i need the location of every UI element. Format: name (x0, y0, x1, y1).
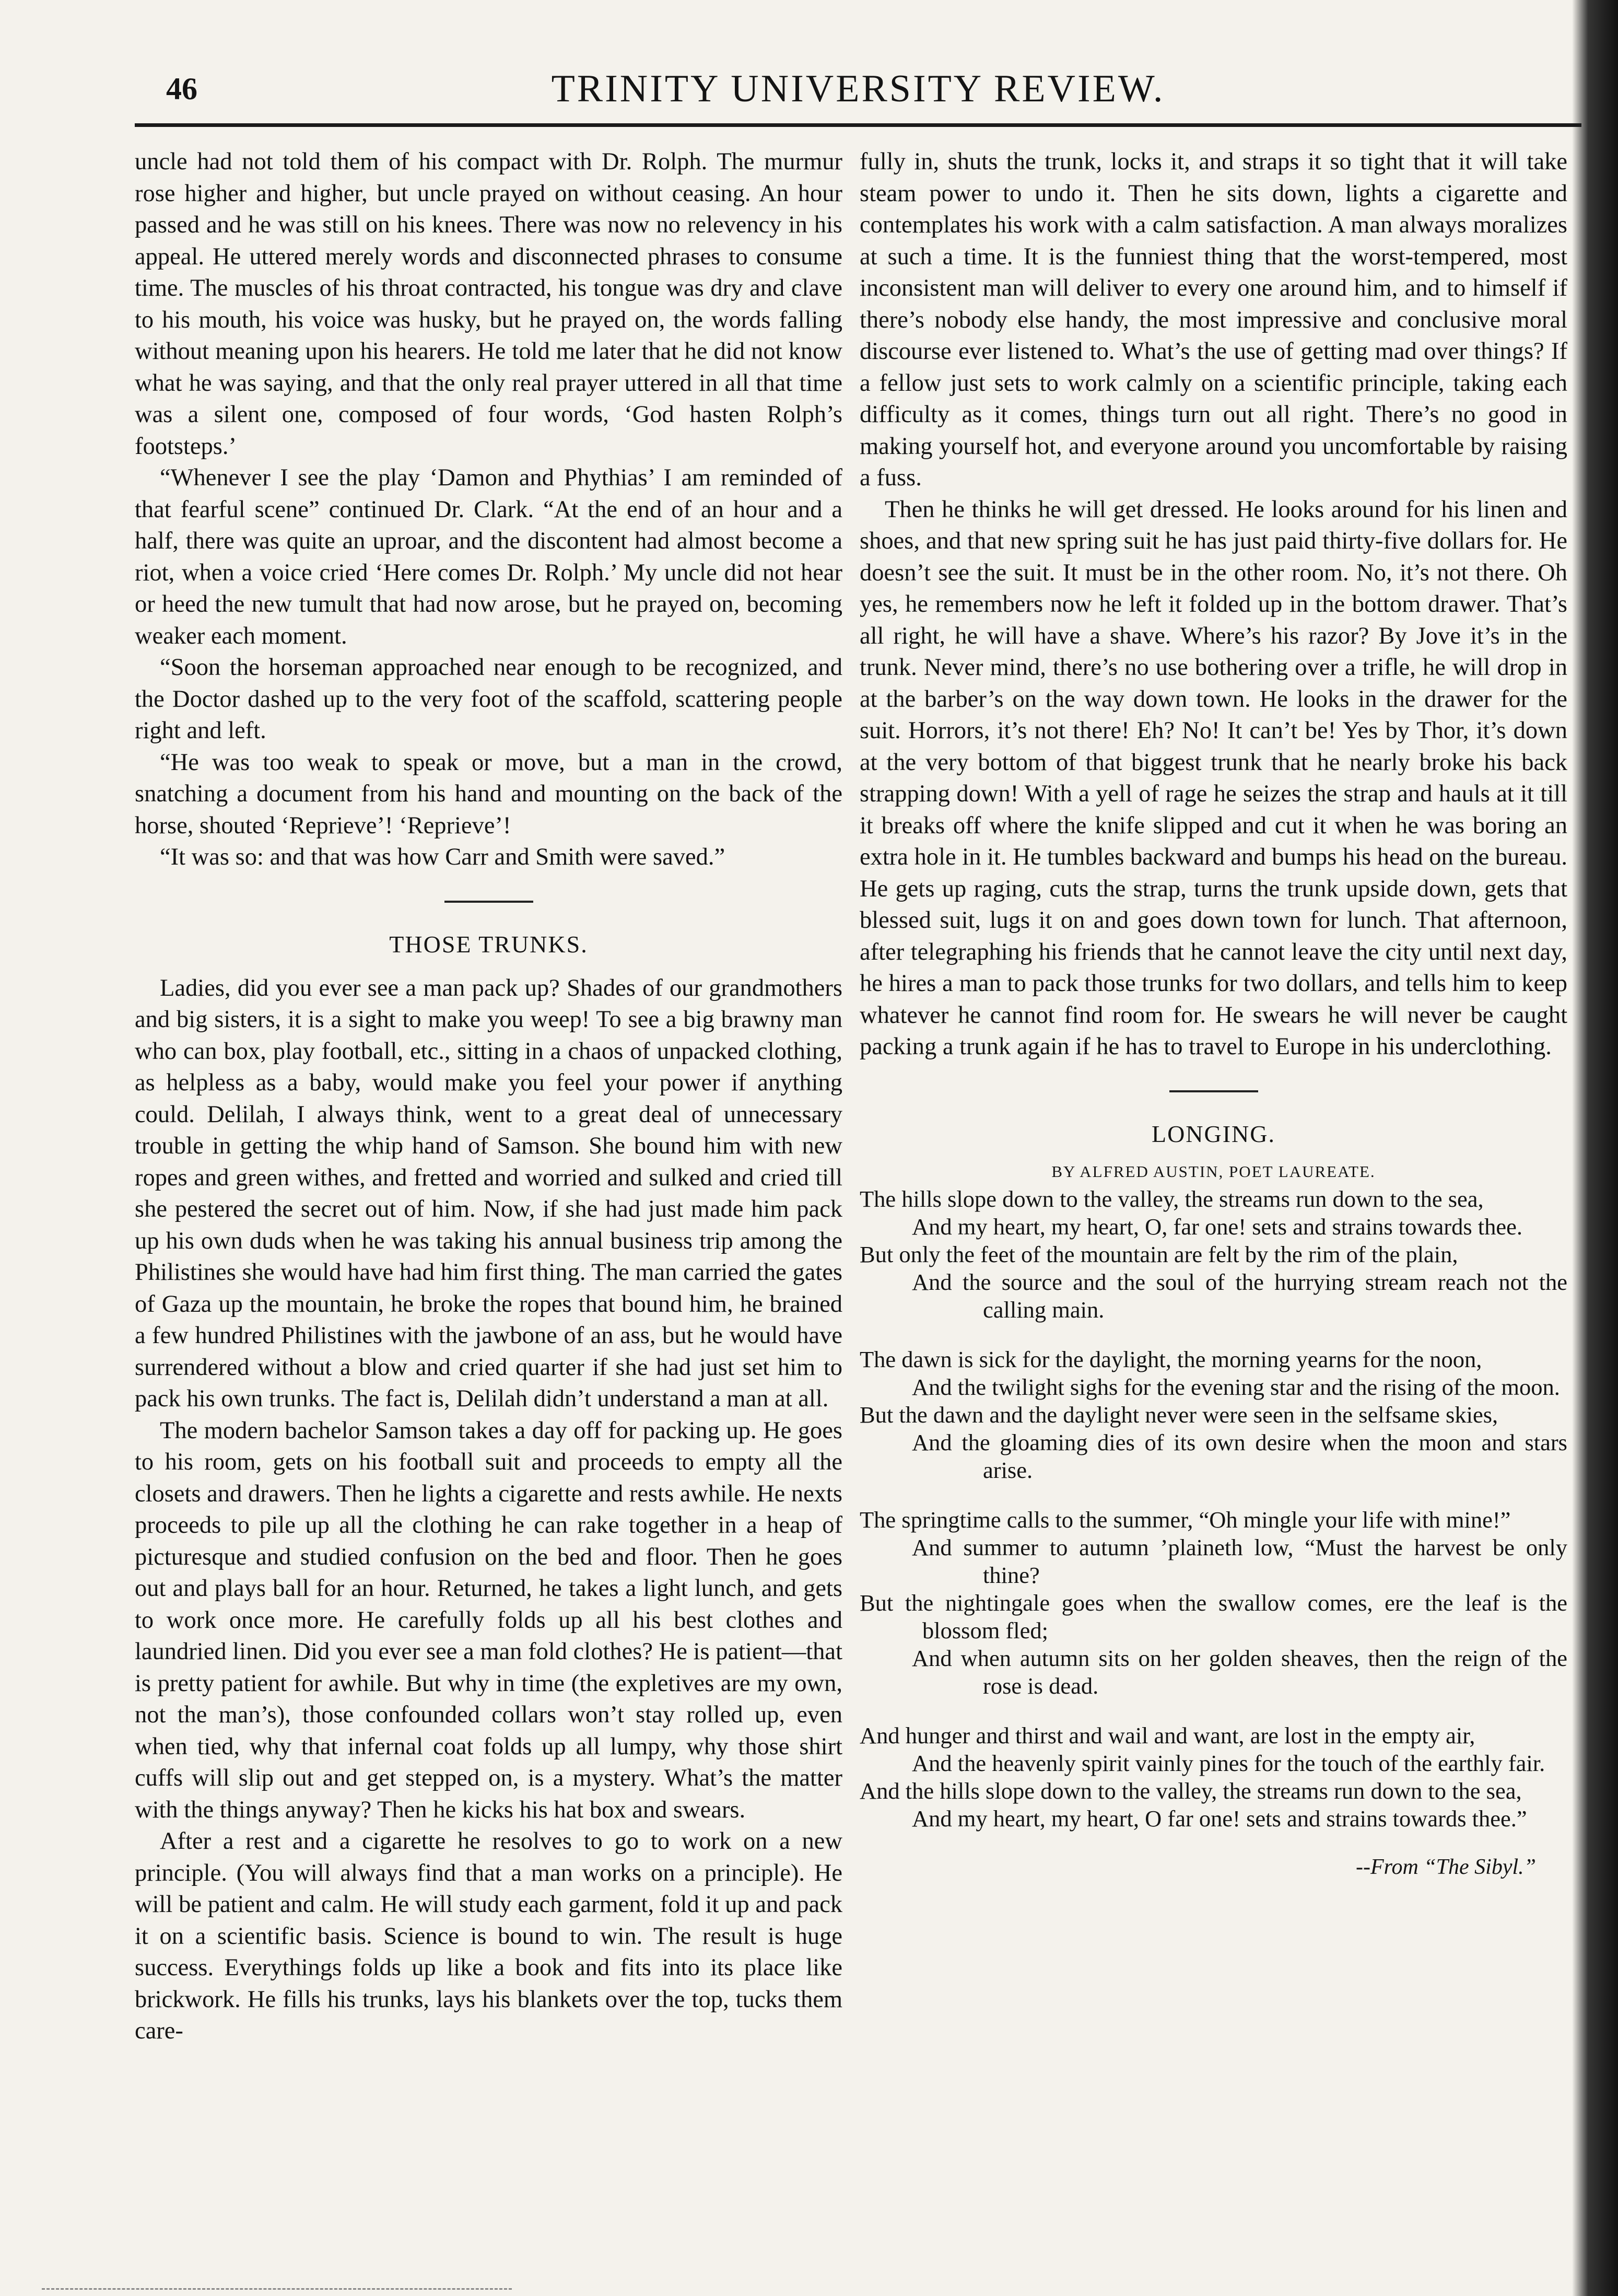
trunks-continuation-paragraph: fully in, shuts the trunk, locks it, and straps it so tight that it will take steam power to undo it. Then he sits down, lights a cigarette and contemplates his work with a calm satisfaction. A man always moralizes at such a time. It is the funniest thing that the worst-tempered, most inconsistent man will deliver to every one around him, and to himself if there’s nobody else handy, the most impressive and conclusive moral discourse ever listened to. What’s the use of getting mad over things? If a fellow just sets to work calmly on a scientific principle, taking each difficulty as it comes, things turn out all right. There’s no good in making yourself hot, and everyone around you uncomfortable by raising a fuss. (860, 148, 1567, 491)
poem-stanza (860, 1506, 1567, 1700)
poem-verse: And the heavenly spirit vainly pines for the touch of the earthly fair. (912, 1750, 1545, 1776)
story-continuation-paragraph: “It was so: and that was how Carr and Smith were saved.” (160, 844, 725, 870)
story-continuation-paragraph: uncle had not told them of his compact with Dr. Rolph. The murmur rose higher and higher, but uncle prayed on without ceasing. An hour passed and he was still on his knees. There was now no relevency in his appeal. He uttered merely words and disconnected phrases to consume time. The muscles of his throat contracted, his tongue was dry and clave to his mouth, his voice was husky, but he prayed on, the words falling without meaning upon his hearers. He told me later that he did not know what he was saying, and that the only real prayer uttered in all that time was a silent one, composed of four words, ‘God hasten Rolph’s footsteps.’ (135, 148, 842, 460)
poem-verse: And the gloaming dies of its own desire when the moon and stars arise. (912, 1429, 1567, 1483)
left-column (135, 146, 842, 2047)
trunks-paragraph: The modern bachelor Samson takes a day off for packing up. He goes to his room, gets on his football suit and proceeds to empty all the closets and drawers. Then he lights a cigarette and rests awhile. He nexts proceeds to pile up all the clothing he can rake together in a heap of picturesque and studied confusion on the bed and floor. Then he goes out and plays ball for an hour. Returned, he takes a light lunch, and gets to work once more. He carefully folds up all his best clothes and laundried linen. Did you ever see a man fold clothes? He is patient—that is pretty patient for awhile. But why in time (the expletives are my own, not the man’s), those confounded collars won’t stay rolled up, even when tied, why that infernal coat folds up all lumpy, why those shirt cuffs will slip out and get stepped on, is a mystery. What’s the matter with the things anyway? Then he kicks his hat box and swears. (135, 1417, 842, 1823)
story-continuation-paragraph: “Whenever I see the play ‘Damon and Phythias’ I am reminded of that fearful scene” continued Dr. Clark. “At the end of an hour and a half, there was quite an uproar, and the discontent had almost become a riot, when a voice cried ‘Here comes Dr. Rolph.’ My uncle did not hear or heed the new tumult that had now arose, but he prayed on, becoming weaker each moment. (135, 464, 842, 649)
poem-verse: And the hills slope down to the valley, the streams run down to the sea, (860, 1777, 1522, 1804)
poem-verse: But the dawn and the daylight never were seen in the selfsame skies, (860, 1401, 1498, 1428)
trunks-paragraph: Ladies, did you ever see a man pack up? Shades of our grandmothers and big sisters, it is a sight to make you weep! To see a big brawny man who can box, play football, etc., sitting in a chaos of unpacked clothing, as helpless as a baby, would make you feel your power if anything could. Delilah, I always think, went to a great deal of unnecessary trouble in getting the whip hand of Samson. She bound him with new ropes and green withes, and fretted and worried and sulked and cried till she pestered the secret out of him. Now, if she had just made him pack up his own duds when he was taking his annual business trip among the Philistines she would have had him first thing. The man carried the gates of Gaza up the mountain, he broke the ropes that bound him, he brained a few hundred Philistines with the jawbone of an ass, but he would have surrendered without a blow and cried quarter if she had just set him to pack his own trunks. The fact is, Delilah didn’t understand a man at all. (135, 974, 842, 1412)
right-column (860, 146, 1567, 1880)
poem-verse: And summer to autumn ’plaineth low, “Must the harvest be only thine? (912, 1534, 1567, 1588)
poem-byline: BY ALFRED AUSTIN, POET LAUREATE. (1051, 1162, 1376, 1181)
poem-body (860, 1185, 1567, 1833)
poem-verse: And the source and the soul of the hurrying stream reach not the calling main. (912, 1268, 1567, 1323)
poem-verse: The hills slope down to the valley, the streams run down to the sea, (860, 1185, 1484, 1212)
section-separator (444, 901, 533, 903)
poem-attribution: --From “The Sibyl.” (1356, 1855, 1536, 1879)
running-title: TRINITY UNIVERSITY REVIEW. (551, 67, 1165, 110)
story-continuation-paragraph: “Soon the horseman approached near enough to be recognized, and the Doctor dashed up to the very foot of the scaffold, scattering people right and left. (135, 654, 842, 744)
trunks-article-title: THOSE TRUNKS. (389, 930, 588, 958)
binding-edge-shadow (1572, 0, 1618, 2296)
header-rule (135, 123, 1581, 127)
section-separator (1169, 1090, 1258, 1092)
poem-verse: And the twilight sighs for the evening star and the rising of the moon. (912, 1373, 1560, 1400)
story-continuation-paragraph: “He was too weak to speak or move, but a man in the crowd, snatching a document from his hand and mounting on the back of the horse, shouted ‘Reprieve’! ‘Reprieve’! (135, 749, 842, 839)
poem-stanza (860, 1185, 1567, 1324)
poem-verse: And hunger and thirst and wail and want, are lost in the empty air, (860, 1722, 1475, 1749)
poem-verse: But only the feet of the mountain are felt by the rim of the plain, (860, 1241, 1458, 1267)
poem-stanza (860, 1346, 1567, 1484)
poem-title: LONGING. (1151, 1120, 1275, 1147)
poem-verse: And my heart, my heart, O far one! sets and strains towards thee.” (912, 1805, 1527, 1832)
poem-verse: The springtime calls to the summer, “Oh mingle your life with mine!” (860, 1506, 1511, 1533)
poem-verse: And when autumn sits on her golden sheaves, then the reign of the rose is dead. (912, 1645, 1567, 1699)
poem-verse: But the nightingale goes when the swallow comes, ere the leaf is the blossom fled; (860, 1589, 1567, 1644)
poem-verse: And my heart, my heart, O, far one! sets and strains towards thee. (912, 1213, 1523, 1240)
trunks-continuation-paragraph: Then he thinks he will get dressed. He looks around for his linen and shoes, and that new spring suit he has just paid thirty-five dollars for. He doesn’t see the suit. It must be in the other room. No, it’s not there. Oh yes, he remembers now he left it folded up in the bottom drawer. That’s all right, he will have a shave. Where’s his razor? By Jove it’s in the trunk. Never mind, there’s no use bothering over a trifle, he will drop in at the barber’s on the way down town. He looks in the drawer for the suit. Horrors, it’s not there! Eh? No! It can’t be! Yes by Thor, it’s down at the very bottom of that biggest trunk that he nearly broke his back strapping down! With a yell of rage he seizes the strap and hauls at it till it breaks off where the knife slipped and cut it when he was boring an extra hole in it. He tumbles backward and bumps his head on the bureau. He gets up raging, cuts the strap, turns the trunk upside down, gets that blessed suit, lugs it on and goes down town for lunch. That afternoon, after telegraphing his friends that he cannot leave the city until next day, he hires a man to pack those trunks for two dollars, and tells him to keep whatever he cannot find room for. He swears he will never be caught packing a trunk again if he has to travel to Europe in his underclothing. (860, 496, 1567, 1060)
page-number: 46 (166, 72, 197, 106)
poem-stanza (860, 1722, 1567, 1833)
trunks-paragraph: After a rest and a cigarette he resolves to go to work on a new principle. (You will always find that a man works on a principle). He will be patient and calm. He will study each garment, fold it up and pack it on a scientific basis. Science is bound to win. The result is huge success. Everythings folds up like a book and fits into its place like brickwork. He fills his trunks, lays his blankets over the top, tucks them care- (135, 1828, 842, 2044)
page-header (135, 63, 1581, 120)
bottom-edge-rule (42, 2288, 512, 2290)
poem-verse: The dawn is sick for the daylight, the morning yearns for the noon, (860, 1346, 1482, 1372)
